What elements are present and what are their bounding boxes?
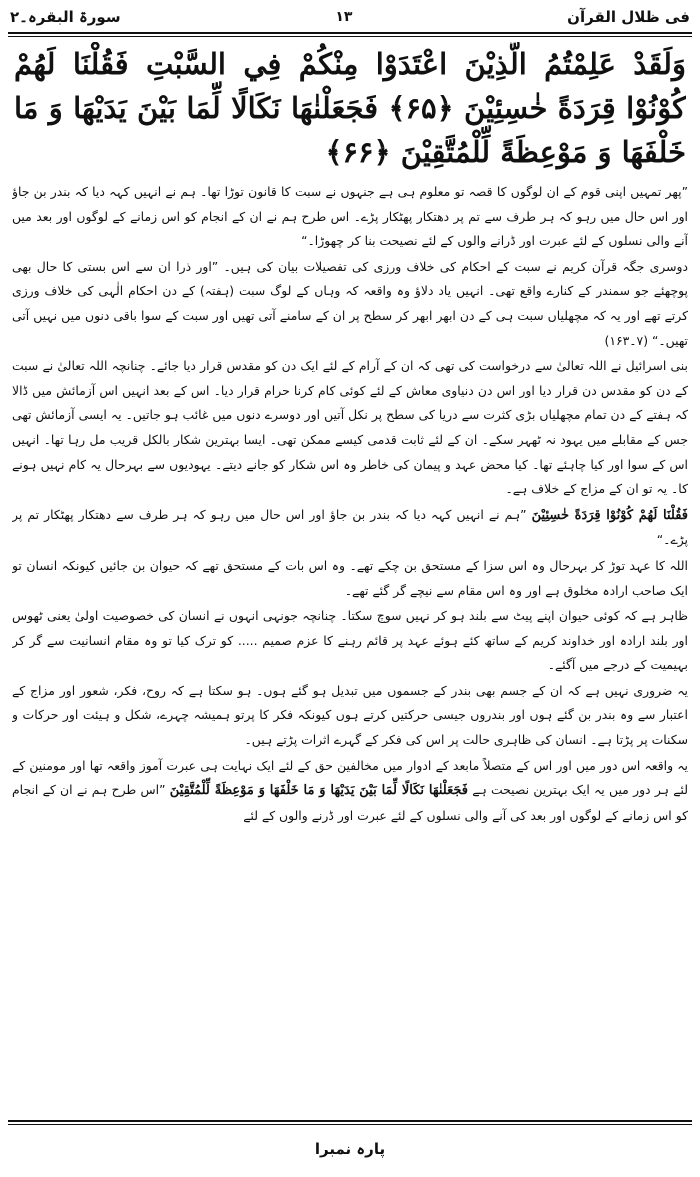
paragraph-6: ظاہر ہے کہ کوئی حیوان اپنے پیٹ سے بلند ہو کر نہیں سوچ سکتا۔ چنانچہ جونہی انہوں نے انسان کی خصوصیت اولیٰ یعنی ٹھوس اور بلند ارادہ اور خداوند کریم کے ساتھ کئے ہوئے عہد پر قائم رہنے کا عزم صمیم ..... کو ترک کیا تو وہ مقام انسانیت سے گر کر بہیمیت کے درجے میں آگئے۔ (12, 608, 688, 673)
commentary-body (12, 180, 688, 1090)
page-header (10, 4, 690, 30)
paragraph-1: ”پھر تمہیں اپنی قوم کے ان لوگوں کا قصہ تو معلوم ہی ہے جنہوں نے سبت کا قانون توڑا تھا۔ ہم نے انہیں کہہ دیا کہ بندر بن جاؤ اور اس حال میں رہو کہ ہر طرف سے تم پر دھتکار پھٹکار پڑے۔ اس طرح ہم نے ان کے انجام کو اس زمانے کے لوگوں اور بعد میں آنے والی نسلوں کے لئے عبرت اور ڈرانے والوں کے لئے نصیحت بنا کر چھوڑا۔“ (12, 184, 688, 249)
paragraph-4 (12, 503, 688, 553)
book-title: فی ظلال القرآن (567, 8, 690, 26)
paragraph-8-end: ”اس طرح ہم نے ان کے انجام کو اس زمانے کے لوگوں اور بعد کی آنے والی نسلوں کے لئے عبرت اور ڈرنے والوں کے لئے (12, 782, 688, 823)
footer-divider (8, 1120, 692, 1125)
page-number: ۱۳ (335, 9, 353, 25)
paragraph-7: یہ ضروری نہیں ہے کہ ان کے جسم بھی بندر کے جسموں میں تبدیل ہو گئے ہوں۔ ہو سکتا ہے کہ روح، فکر، شعور اور مزاج کے اعتبار سے وہ بندر بن گئے ہوں اور بندروں جیسی حرکتیں کرتے ہوں کیونکہ فکر کا پرتو ہمیشہ چہرے، شکل و ہیئت اور حرکات و سکنات پر پڑتا ہے۔ انسان کی ظاہری حالت پر اس کی فکر کے گہرے اثرات پڑتے ہیں۔ (12, 682, 688, 748)
paragraph-4-text: ”ہم نے انہیں کہہ دیا کہ بندر بن جاؤ اور اس حال میں رہو کہ ہر طرف سے دھتکار پھٹکار تم پر پڑے۔“ (12, 506, 688, 548)
paragraph-8-start: یہ واقعہ اس دور میں اور اس کے متصلاً مابعد کے ادوار میں مخالفین حق کے لئے ایک نہایت ہی عبرت آموز واقعہ تھا اور مومنین کے لئے ہر دور میں یہ ایک بہترین نصیحت ہے (12, 757, 688, 798)
paragraph-2: دوسری جگہ قرآن کریم نے سبت کے احکام کی خلاف ورزی کی تفصیلات بیان کی ہیں۔ ”اور ذرا ان سے اس بستی کا حال بھی پوچھئے جو سمندر کے کنارے واقع تھی۔ انہیں یاد دلاؤ وہ واقعہ کہ وہاں کے لوگ سبت (ہفتہ) کے دن احکام الٰہی کی خلاف ورزی کرتے تھے اور یہ کہ مچھلیاں سبت ہی کے دن ابھر ابھر کر سطح پر ان کے سامنے آتی تھیں اور سبت کے سوا باقی دنوں میں نہیں آتی تھیں۔“ (۷۔۱۶۳) (12, 258, 688, 348)
header-divider (8, 32, 692, 37)
inline-ayah-2: فَجَعَلْنٰهَا نَكَالًا لِّمَا بَيْنَ يَدَيْهَا وَ مَا خَلْفَهَا وَ مَوْعِظَةً لِّلْمُتَّقِيْنَ (169, 783, 468, 799)
paragraph-8 (12, 754, 688, 829)
surah-title: سورۃ البقرہ۔۲ (10, 8, 121, 26)
inline-ayah-1: فَقُلْنَا لَهُمْ كُوْنُوْا قِرَدَةً خٰسِئِيْنَ (531, 507, 688, 523)
paragraph-5: اللہ کا عہد توڑ کر بہرحال وہ اس سزا کے مستحق بن چکے تھے۔ وہ اس بات کے مستحق تھے کہ حیوان بن جائیں کیونکہ انسان تو ایک صاحب ارادہ مخلوق ہے اور وہ اس مقام سے نیچے گر گئے تھے۔ (12, 557, 688, 598)
quran-ayah-block: وَلَقَدْ عَلِمْتُمُ الَّذِيْنَ اعْتَدَوْا مِنْكُمْ فِي السَّبْتِ فَقُلْنَا لَهُمْ كُوْنُوْا قِرَدَةً خٰسِئِيْنَ ﴿۶۵﴾ فَجَعَلْنٰهَا نَكَالًا لِّمَا بَيْنَ يَدَيْهَا وَ مَا خَلْفَهَا وَ مَوْعِظَةً لِّلْمُتَّقِيْنَ ﴿۶۶﴾ (14, 47, 686, 169)
para-footer: پارہ نمبرا (314, 1140, 386, 1158)
paragraph-3: بنی اسرائیل نے اللہ تعالیٰ سے درخواست کی تھی کہ ان کے آرام کے لئے ایک دن کو مقدس قرار دیا جائے۔ چنانچہ اللہ تعالیٰ نے سبت کے دن کو مقدس دن قرار دیا اور اس دن دنیاوی معاش کے لئے کوئی کام کرنا حرام قرار دیا۔ اس کے بعد انہیں اس آزمائش میں ڈالا کہ ہفتے کے دن تمام مچھلیاں بڑی کثرت سے دریا کی سطح پر نکل آتیں اور دوسرے دنوں میں غائب ہو جاتیں۔ یہ ایسی آزمائش تھی جس کے مقابلے میں یہود نہ ٹھہر سکے۔ ان کے لئے ثابت قدمی کیسے ممکن تھی۔ ایسا بہترین شکار بالکل قریب مل رہا تھا۔ انہیں اس کے سوا اور کیا چاہئے تھا۔ کیا محض عہد و پیمان کی خاطر وہ اس شکار کو جانے دیتے۔ یہودیوں سے بہرحال یہ کام نہیں ہونے کا۔ یہ تو ان کے مزاج کے خلاف ہے۔ (12, 358, 688, 497)
